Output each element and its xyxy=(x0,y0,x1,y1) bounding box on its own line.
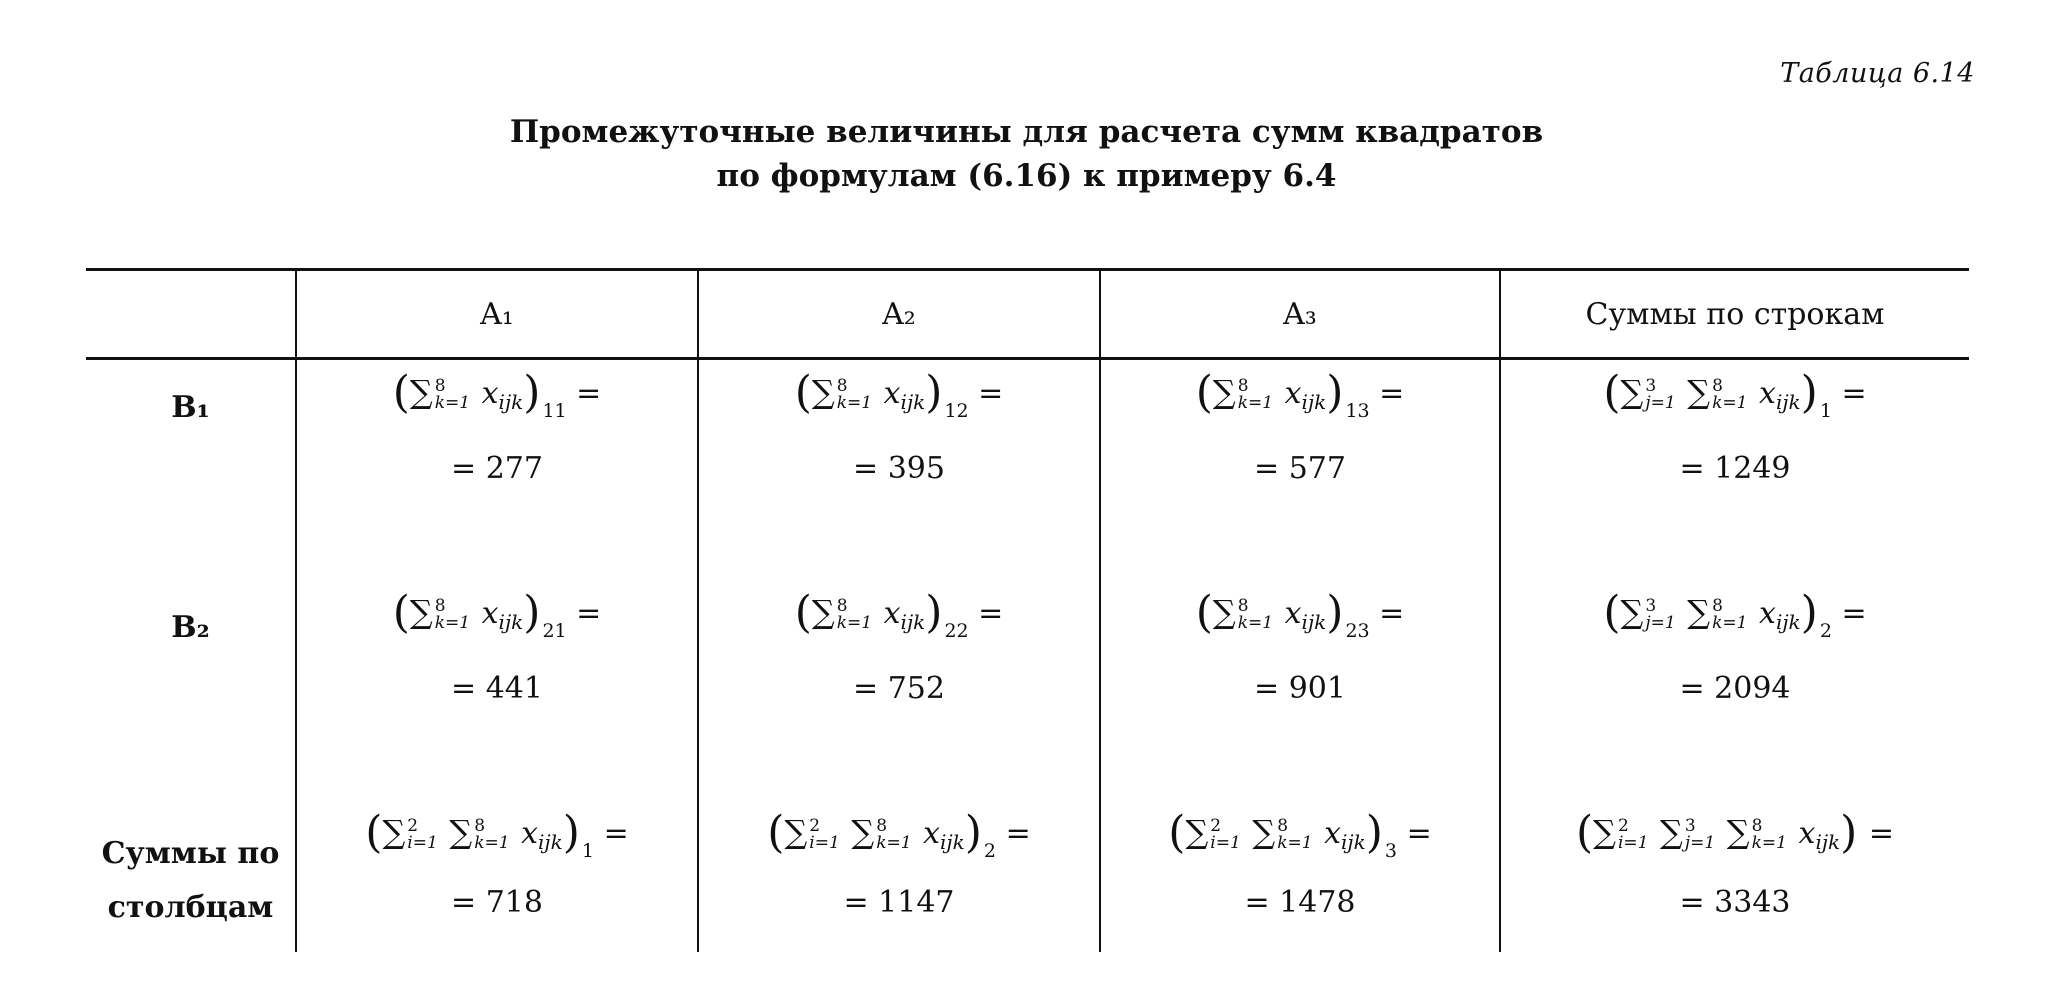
cell-b1-row-sum xyxy=(1500,359,1969,581)
formula: (∑ 8 k=1 $x_{ijk}$) $_{13}$ = xyxy=(1195,367,1405,422)
row-label-column-sums xyxy=(86,800,296,952)
cell-value: = 277 xyxy=(451,451,543,486)
cell-value: = 1249 xyxy=(1679,451,1791,486)
formula: (∑ 3 j=1 ∑ 8 k=1 $x_{ijk}$) $_1$ = xyxy=(1603,367,1867,422)
cell-value: = 3343 xyxy=(1679,885,1791,920)
cell-value: = 718 xyxy=(451,885,543,920)
table-title-line-2: по формулам (6.16) к примеру 6.4 xyxy=(716,158,1337,194)
cell-value: = 901 xyxy=(1254,671,1346,706)
formula: (∑ 8 k=1 $x_{ijk}$) $_{23}$ = xyxy=(1195,587,1405,642)
cell-value: = 752 xyxy=(853,671,945,706)
header-corner xyxy=(86,270,296,359)
table-row-b2 xyxy=(86,580,1969,800)
cell-sum-a2 xyxy=(698,800,1100,952)
header-row-sums: Суммы по строкам xyxy=(1500,270,1969,359)
formula: (∑ 2 i=1 ∑ 3 j=1 ∑ 8 k=1 $x_{ijk}$) = xyxy=(1575,807,1895,858)
cell-b1-a2 xyxy=(698,359,1100,581)
cell-b2-a2 xyxy=(698,580,1100,800)
cell-b1-a1 xyxy=(296,359,698,581)
formula: (∑ 2 i=1 ∑ 8 k=1 $x_{ijk}$) $_2$ = xyxy=(767,807,1031,862)
table-title xyxy=(0,110,2053,198)
cell-sum-a3 xyxy=(1100,800,1500,952)
cell-b2-a3 xyxy=(1100,580,1500,800)
cell-value: = 395 xyxy=(853,451,945,486)
table-title-line-1: Промежуточные величины для расчета сумм квадратов xyxy=(509,114,1544,150)
cell-value: = 2094 xyxy=(1679,671,1791,706)
cell-grand-total xyxy=(1500,800,1969,952)
formula: (∑ 2 i=1 ∑ 8 k=1 $x_{ijk}$) $_3$ = xyxy=(1168,807,1432,862)
cell-b2-row-sum xyxy=(1500,580,1969,800)
table-row-b1 xyxy=(86,359,1969,581)
table-number-label: Таблица 6.14 xyxy=(1780,58,1975,89)
header-row xyxy=(86,270,1969,359)
cell-value: = 1147 xyxy=(843,885,955,920)
formula: (∑ 3 j=1 ∑ 8 k=1 $x_{ijk}$) $_2$ = xyxy=(1603,587,1867,642)
formula: (∑ 2 i=1 ∑ 8 k=1 $x_{ijk}$) $_1$ = xyxy=(365,807,629,862)
cell-b2-a1 xyxy=(296,580,698,800)
formula: (∑ 8 k=1 $x_{ijk}$) $_{11}$ = xyxy=(392,367,602,422)
formula: (∑ 8 k=1 $x_{ijk}$) $_{22}$ = xyxy=(794,587,1004,642)
cell-b1-a3 xyxy=(1100,359,1500,581)
data-table xyxy=(86,268,1969,952)
row-label-line-2: столбцам xyxy=(107,890,274,925)
cell-value: = 577 xyxy=(1254,451,1346,486)
header-a2: A₂ xyxy=(698,270,1100,359)
row-label-b1: B₁ xyxy=(171,390,210,425)
cell-value: = 441 xyxy=(451,671,543,706)
formula: (∑ 8 k=1 $x_{ijk}$) $_{12}$ = xyxy=(794,367,1004,422)
formula: (∑ 8 k=1 $x_{ijk}$) $_{21}$ = xyxy=(392,587,602,642)
row-label-b2: B₂ xyxy=(171,610,210,645)
header-a1: A₁ xyxy=(296,270,698,359)
table-row-column-sums xyxy=(86,800,1969,952)
cell-sum-a1 xyxy=(296,800,698,952)
header-a3: A₃ xyxy=(1100,270,1500,359)
cell-value: = 1478 xyxy=(1244,885,1356,920)
row-label-line-1: Суммы по xyxy=(101,836,280,871)
